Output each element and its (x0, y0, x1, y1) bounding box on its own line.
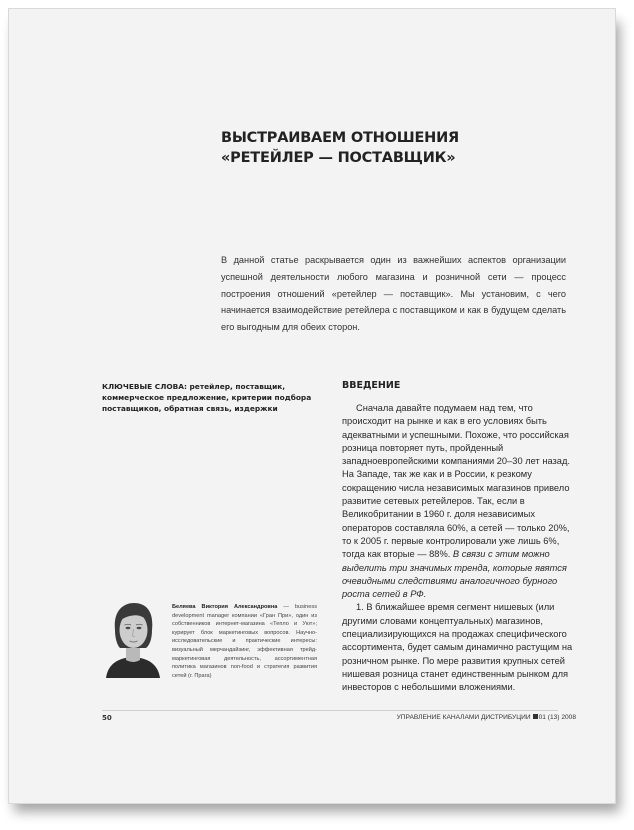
issue-number: 01 (13) 2008 (538, 714, 576, 721)
keywords: КЛЮЧЕВЫЕ СЛОВА: ретейлер, поставщик, коммерческое предложение, критерии подбора поставщиков, обратная связь, издержки (102, 382, 312, 413)
body-column (342, 402, 574, 695)
body-paragraph-2: 1. В ближайшее время сегмент нишевых (или другими словами концептуальных) магазинов, специализирующихся на продажах специфического ассортимента, будет самым динамично растущим на розничном рынке. По мере развития крупных сетей нишевая розница станет единственным рынком для инвесторов с небольшими вложениями. (342, 602, 573, 693)
body-paragraph-1-text: Сначала давайте подумаем над тем, что происходит на рынке и как в его условиях быть адекватными и успешными. Похоже, что российская розница повторяет путь, пройденный западноевропейскими компаниями 20–30 лет назад. На Западе, так же как и в России, к резкому сокращению числа независимых магазинов привело развитие сетевых ретейлеров. Так, если в Великобритании в 1960 г. доля независимых операторов составляла 60%, а сетей — только 20%, то к 2005 г. первые контролировали уже лишь 6%, тогда как вторые — 88%. (342, 403, 570, 560)
running-footer (397, 714, 576, 721)
article-title-line-1: ВЫСТРАИВАЕМ ОТНОШЕНИЯ (221, 130, 459, 146)
journal-name: УПРАВЛЕНИЕ КАНАЛАМИ ДИСТРИБУЦИИ (396, 714, 531, 721)
square-bullet-icon (533, 714, 538, 719)
footer-divider (102, 710, 558, 711)
body-paragraph-1-italic: В связи с этим можно выделить три значимых тренда, которые явятся очевидными следствиями аналогичного бурного роста сетей в РФ. (342, 549, 567, 600)
body-paragraph-1 (342, 402, 574, 601)
article-lead: В данной статье раскрывается один из важнейших аспектов организации успешной деятельности любого магазина и розничной сети — процесс построения отношений «ретейлер — поставщик». Мы установим, с чего начинается взаимодействие ретейлера с поставщиком и как в будущем сделать его выгодным для обеих сторон. (221, 255, 566, 333)
page-number: 50 (102, 714, 112, 722)
author-bio-text: — business development manager компании «Гран При», один из собственников интернет-магазина «Тепло и Уют»; курирует блок маркетинговых вопросов. Научно-исследовательские и практические интересы: визуальный мерчандайзинг, эффективная трейд-маркетинговая деятельность, ассортиментная политика магазинов non-food и стратегия развития сетей (г. Прага) (172, 604, 317, 679)
article-title-line-2: «РЕТЕЙЛЕР — ПОСТАВЩИК» (221, 150, 456, 166)
author-portrait-icon (102, 600, 164, 678)
section-heading: ВВЕДЕНИЕ (342, 380, 401, 391)
author-name: Беляева Виктория Александровна (172, 604, 278, 610)
article-title (221, 128, 581, 168)
author-bio (172, 603, 317, 680)
